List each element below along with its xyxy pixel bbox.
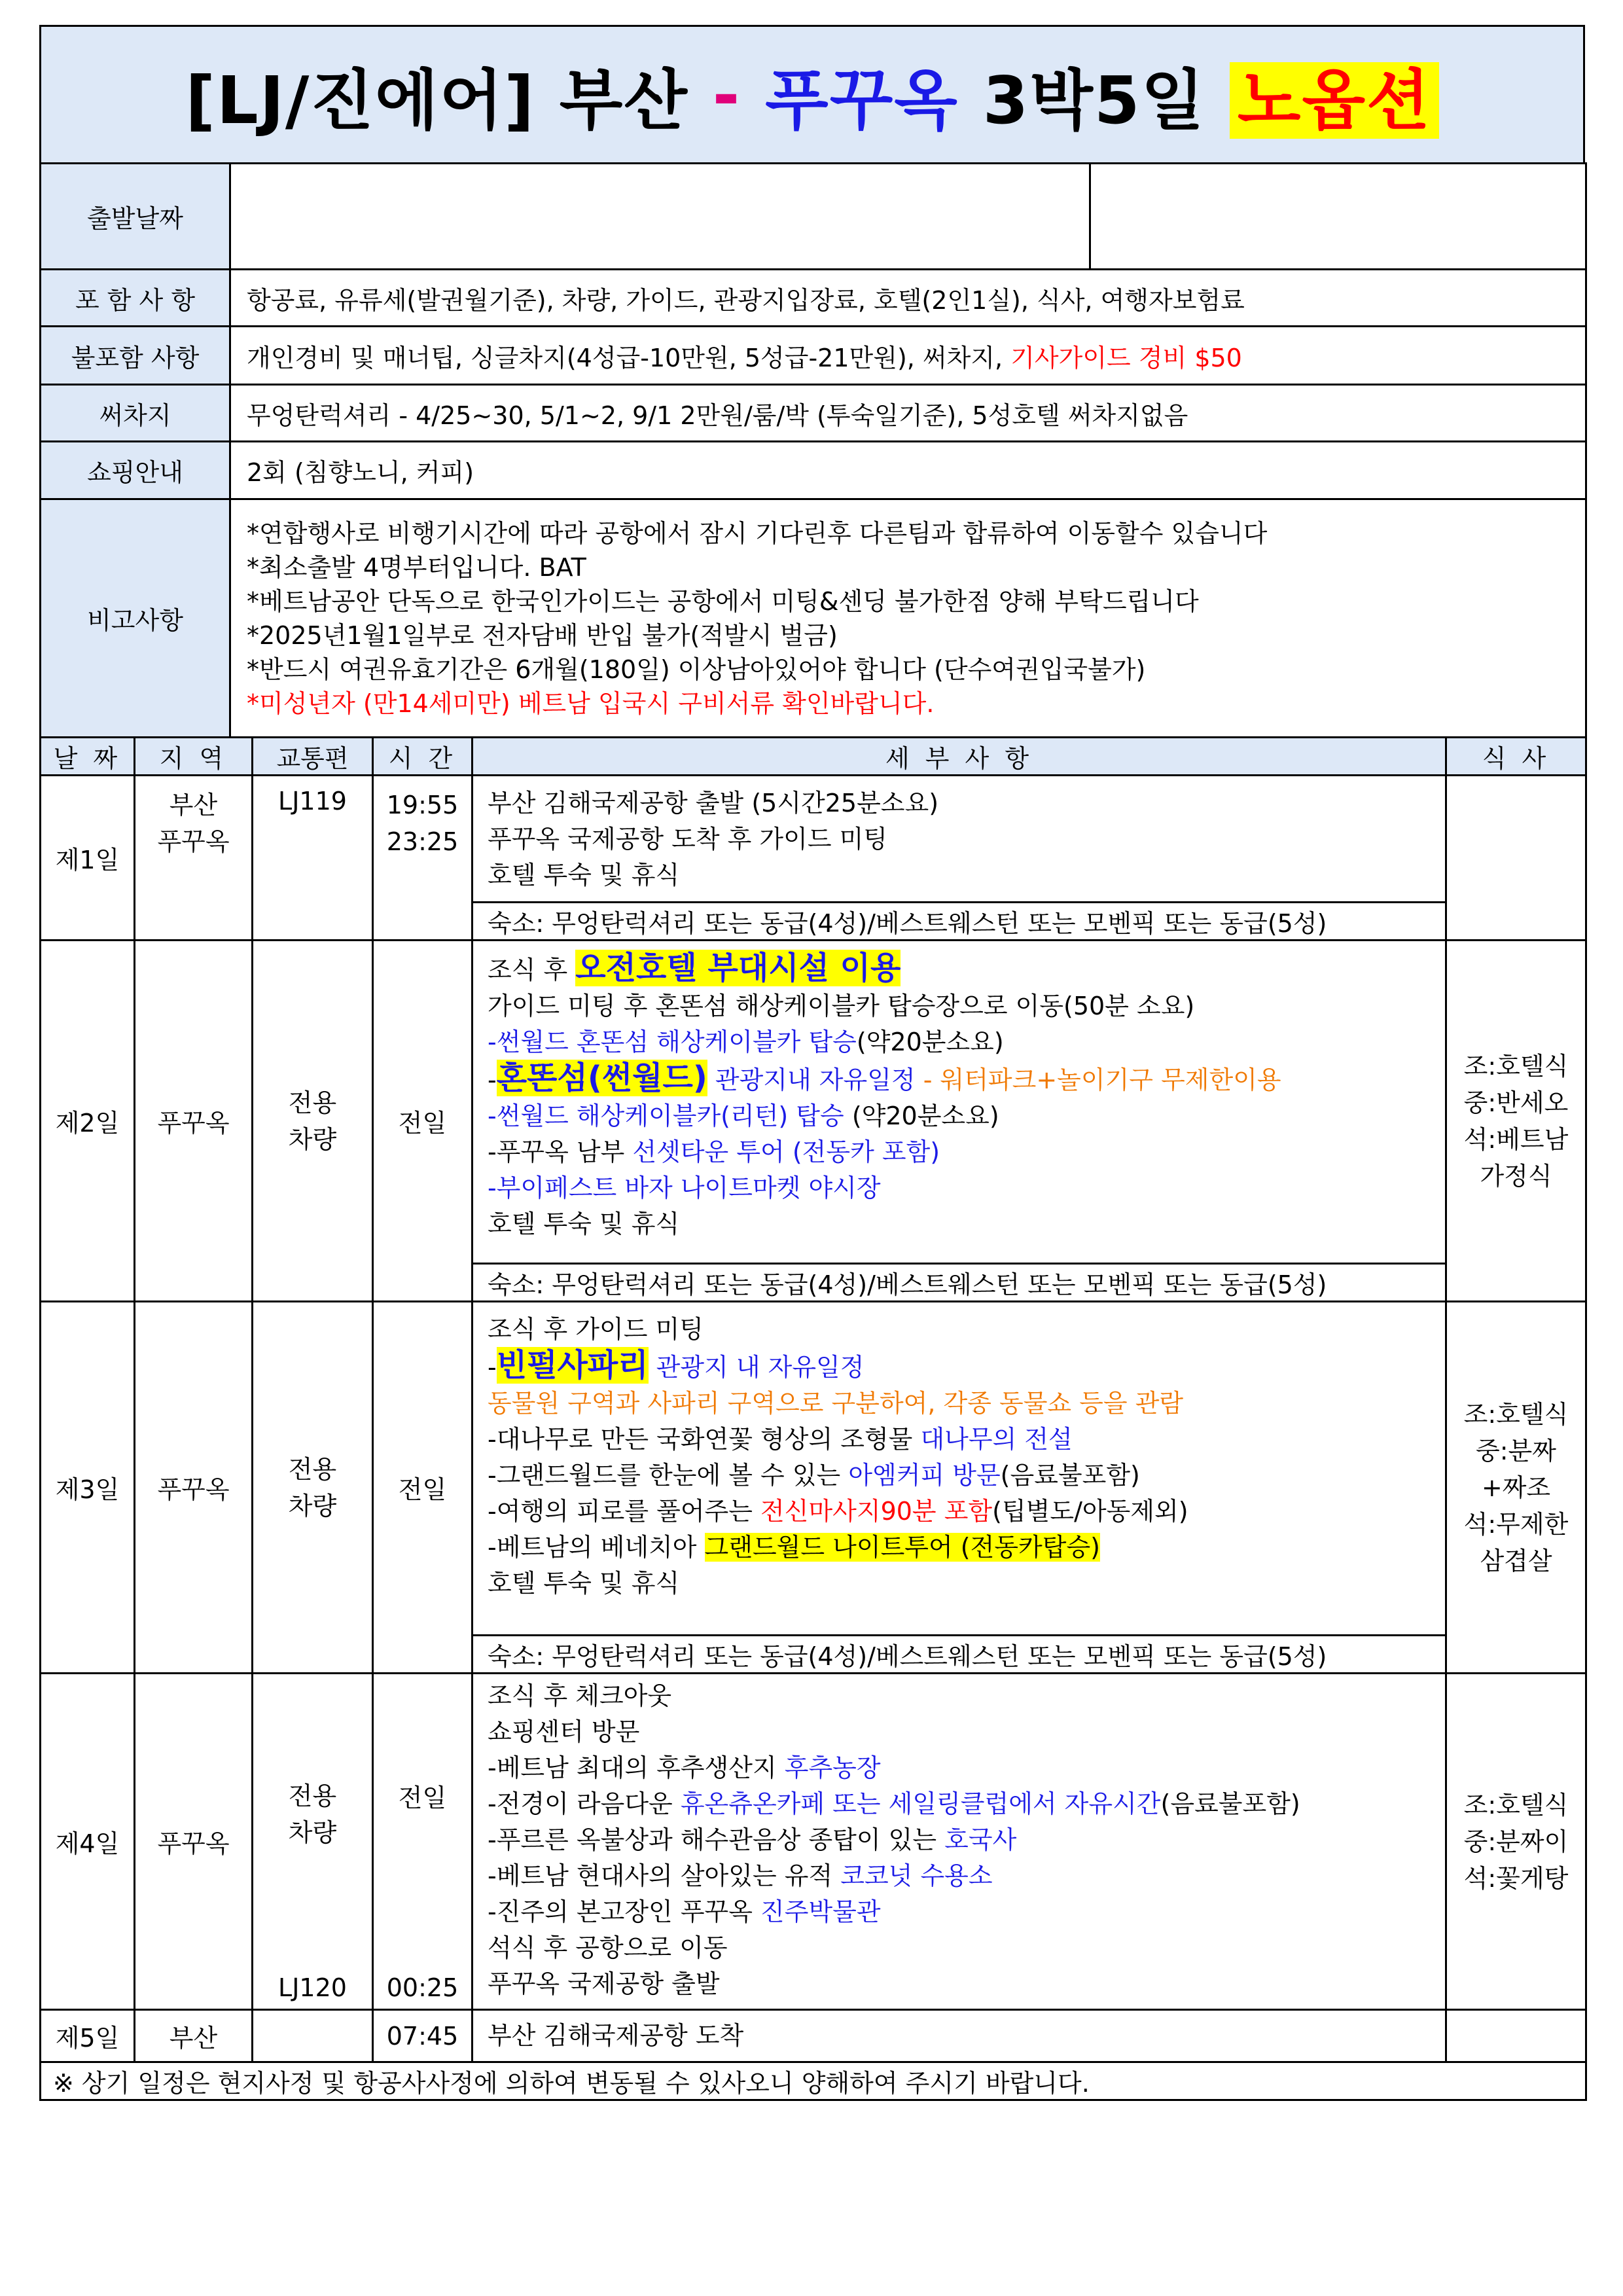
day2-text: -썬월드 해상케이블카(리턴) 탑승 [488, 1102, 844, 1130]
surcharge-value: 무엉탄럭셔리 - 4/25~30, 5/1~2, 9/1 2만원/룸/박 (투숙일기준), 5성호텔 써차지없음 [230, 385, 1586, 442]
footer-row [41, 2062, 1586, 2100]
day1-line: 푸꾸옥 국제공항 도착 후 가이드 미팅 [488, 825, 888, 853]
day4-text: 호국사 [944, 1825, 1017, 1854]
day4-line: 푸꾸옥 국제공항 출발 [488, 1969, 720, 1998]
day3-meal: 중:분짜 [1476, 1436, 1556, 1465]
col-header-transport: 교통편 [253, 738, 373, 776]
day4-row [41, 1674, 1586, 2010]
day4-line: 쇼핑센터 방문 [488, 1717, 640, 1746]
no-option-badge: 노옵션 [1230, 62, 1439, 139]
day2-row [41, 941, 1586, 1264]
col-header-meals: 식 사 [1446, 738, 1586, 776]
day4-meal: 중:분짜이 [1463, 1827, 1569, 1856]
day1-region-from: 부산 [169, 791, 218, 819]
day3-text: -베트남의 베네치아 [488, 1533, 705, 1562]
remark-item: *연합행사로 비행기시간에 따라 공항에서 잠시 기다린후 다른팀과 합류하여 이동할수 있습니다 [247, 518, 1268, 548]
day4-flight: LJ120 [278, 1973, 347, 2002]
day1-label: 제1일 [41, 776, 135, 941]
day2-line: -부이페스트 바자 나이트마켓 야시장 [488, 1174, 881, 1202]
title-table [39, 25, 1585, 164]
departure-date-value-2 [1090, 164, 1586, 270]
departure-label: 출발날짜 [41, 164, 230, 270]
day2-text: -썬월드 혼똔섬 해상케이블카 탑승 [488, 1028, 857, 1056]
remark-item-minor-warning: *미성년자 (만14세미만) 베트남 입국시 구비서류 확인바랍니다. [247, 689, 935, 718]
schedule-header-row [41, 738, 1586, 776]
day4-line [488, 1786, 1431, 1822]
day4-time-depart: 00:25 [386, 1973, 459, 2002]
col-header-date: 날 짜 [41, 738, 135, 776]
day5-meals [1446, 2010, 1586, 2062]
day3-text: (팁별도/아동제외) [992, 1497, 1188, 1526]
day3-line [488, 1422, 1431, 1458]
day1-line: 호텔 투숙 및 휴식 [488, 861, 680, 889]
day3-label: 제3일 [41, 1302, 135, 1674]
day2-details [473, 941, 1446, 1264]
day3-safari-highlight: 빈펄사파리 [496, 1347, 649, 1384]
day3-time: 전일 [373, 1302, 473, 1674]
day2-region: 푸꾸옥 [135, 941, 253, 1302]
day3-text: -그랜드월드를 한눈에 볼 수 있는 [488, 1461, 849, 1490]
col-header-details: 세 부 사 항 [473, 738, 1446, 776]
day2-label: 제2일 [41, 941, 135, 1302]
day4-transport-line: 차량 [288, 1818, 337, 1847]
itinerary-document [39, 25, 1585, 2101]
day4-text: 휴온츄온카페 또는 세일링클럽에서 자유시간 [680, 1789, 1161, 1818]
day4-time [373, 1674, 473, 2010]
day5-details: 부산 김해국제공항 도착 [473, 2010, 1446, 2062]
day3-text: 대나무의 전설 [920, 1425, 1073, 1454]
day3-text: 전신마사지90분 포함 [760, 1497, 993, 1526]
day1-meals [1446, 776, 1586, 941]
day1-arrive-time: 23:25 [386, 827, 459, 856]
title-part1: [LJ/진에어] 부산 [185, 62, 688, 139]
day4-region: 푸꾸옥 [135, 1674, 253, 2010]
day3-text: 관광지 내 자유일정 [648, 1353, 865, 1382]
day1-details [473, 776, 1446, 903]
day3-text: -여행의 피로를 풀어주는 [488, 1497, 761, 1526]
day2-text: (약20분소요) [856, 1028, 1004, 1056]
page-title [41, 26, 1584, 164]
day3-line [488, 1530, 1431, 1566]
day3-transport [253, 1302, 373, 1674]
day3-transport-line: 차량 [288, 1491, 337, 1520]
included-label: 포 함 사 항 [41, 270, 230, 327]
day2-transport-line: 전용 [288, 1088, 337, 1117]
day3-line [488, 1494, 1431, 1530]
day1-lodging: 숙소: 무엉탄럭셔리 또는 동급(4성)/베스트웨스턴 또는 모벤픽 또는 동급(5성) [473, 903, 1446, 941]
day2-time: 전일 [373, 941, 473, 1302]
day2-line [488, 1134, 1431, 1170]
day1-region [135, 776, 253, 941]
day3-text: 아엠커피 방문 [848, 1461, 1001, 1490]
day4-label: 제4일 [41, 1674, 135, 2010]
day3-line [488, 1348, 1431, 1386]
day2-text: 조식 후 [488, 956, 576, 984]
day3-text: (음료불포함) [1000, 1461, 1140, 1490]
excluded-value [230, 327, 1586, 385]
day1-row [41, 776, 1586, 903]
day3-row [41, 1302, 1586, 1636]
remark-item: *2025년1월1일부로 전자담배 반입 불가(적발시 벌금) [247, 620, 838, 650]
schedule-table [39, 736, 1587, 2101]
day5-region: 부산 [135, 2010, 253, 2062]
day4-text: -푸르른 옥불상과 해수관음상 종탑이 있는 [488, 1825, 945, 1854]
day2-line [488, 1098, 1431, 1134]
day2-lodging: 숙소: 무엉탄럭셔리 또는 동급(4성)/베스트웨스턴 또는 모벤픽 또는 동급(5성) [473, 1264, 1446, 1302]
remark-item: *베트남공안 단독으로 한국인가이드는 공항에서 미팅&센딩 불가한점 양해 부탁드립니다 [247, 586, 1199, 616]
day2-meals [1446, 941, 1586, 1302]
day4-line [488, 1822, 1431, 1858]
day2-meal: 석:베트남 [1463, 1124, 1569, 1154]
departure-date-value [230, 164, 1090, 270]
day2-hontom-highlight: 혼똔섬(썬월드) [496, 1060, 707, 1096]
excluded-label: 불포함 사항 [41, 327, 230, 385]
day4-text: 코코넛 수용소 [840, 1861, 993, 1890]
day2-text: - 워터파크+놀이기구 무제한이용 [923, 1066, 1281, 1094]
day3-meal: +짜조 [1481, 1473, 1551, 1502]
day3-night-tour-highlight: 그랜드월드 나이트투어 (전동카탑승) [704, 1533, 1100, 1562]
day5-row [41, 2010, 1586, 2062]
day3-lodging: 숙소: 무엉탄럭셔리 또는 동급(4성)/베스트웨스턴 또는 모벤픽 또는 동급(5성) [473, 1636, 1446, 1674]
day4-text: 진주박물관 [760, 1897, 881, 1926]
day3-line [488, 1458, 1431, 1494]
day4-text: -진주의 본고장인 푸꾸옥 [488, 1897, 761, 1926]
remark-item: *최소출발 4명부터입니다. BAT [247, 552, 586, 582]
day3-line: 동물원 구역과 사파리 구역으로 구분하여, 각종 동물쇼 등을 관람 [488, 1389, 1184, 1418]
excluded-text: 개인경비 및 매너팁, 싱글차지(4성급-10만원, 5성급-21만원), 써차지, [247, 343, 1011, 372]
day2-hotel-facility-highlight: 오전호텔 부대시설 이용 [575, 950, 901, 986]
day1-line: 부산 김해국제공항 출발 (5시간25분소요) [488, 789, 939, 817]
day4-text: -베트남 현대사의 살아있는 유적 [488, 1861, 841, 1890]
day3-region: 푸꾸옥 [135, 1302, 253, 1674]
day2-text: - [488, 1066, 497, 1094]
day2-transport-line: 차량 [288, 1124, 337, 1154]
day3-line: 조식 후 가이드 미팅 [488, 1315, 704, 1344]
day3-text: - [488, 1353, 497, 1382]
included-value: 항공료, 유류세(발권월기준), 차량, 가이드, 관광지입장료, 호텔(2인1실), 식사, 여행자보험료 [230, 270, 1586, 327]
title-destination: 푸꾸옥 [765, 62, 959, 139]
day4-meals [1446, 1674, 1586, 2010]
guide-fee-text: 기사가이드 경비 $50 [1010, 343, 1242, 372]
info-table [39, 162, 1587, 738]
day1-region-to: 푸꾸옥 [157, 827, 230, 856]
day2-line: 호텔 투숙 및 휴식 [488, 1210, 680, 1238]
day4-transport-line: 전용 [288, 1782, 337, 1810]
shopping-label: 쇼핑안내 [41, 442, 230, 499]
day2-line [488, 950, 1431, 988]
day1-times [373, 776, 473, 941]
day4-line [488, 1750, 1431, 1786]
day2-line [488, 1024, 1431, 1060]
day2-line [488, 1060, 1431, 1098]
day4-line: 석식 후 공항으로 이동 [488, 1933, 728, 1962]
day4-line [488, 1858, 1431, 1894]
col-header-region: 지 역 [135, 738, 253, 776]
day4-text: -전경이 라음다운 [488, 1789, 681, 1818]
day3-transport-line: 전용 [288, 1454, 337, 1484]
day3-meal: 삼겹살 [1480, 1546, 1552, 1575]
title-duration: 3박5일 [958, 62, 1230, 139]
day2-text: 선셋타운 투어 (전동카 포함) [632, 1138, 940, 1166]
day4-line: 조식 후 체크아웃 [488, 1681, 672, 1710]
day5-label: 제5일 [41, 2010, 135, 2062]
day4-transport [253, 1674, 373, 2010]
day3-text: -대나무로 만든 국화연꽃 형상의 조형물 [488, 1425, 921, 1454]
day3-meals [1446, 1302, 1586, 1674]
day2-meal: 중:반세오 [1463, 1088, 1569, 1117]
day2-transport [253, 941, 373, 1302]
day1-depart-time: 19:55 [386, 791, 459, 819]
day1-transport: LJ119 [253, 776, 373, 941]
remarks-label: 비고사항 [41, 499, 230, 738]
footer-notice: ※ 상기 일정은 현지사정 및 항공사사정에 의하여 변동될 수 있사오니 양해하여 주시기 바랍니다. [41, 2062, 1586, 2100]
day4-meal: 조:호텔식 [1463, 1790, 1569, 1820]
day4-text: -베트남 최대의 후추생산지 [488, 1753, 785, 1782]
day4-line [488, 1894, 1431, 1930]
remarks-list [230, 499, 1586, 738]
col-header-time: 시 간 [373, 738, 473, 776]
day4-transport-vehicle [253, 1778, 372, 1851]
title-dash: - [688, 56, 766, 133]
day3-line: 호텔 투숙 및 휴식 [488, 1569, 680, 1598]
day4-time-allday: 전일 [398, 1784, 447, 1812]
day5-transport [253, 2010, 373, 2062]
day2-text: -푸꾸옥 남부 [488, 1138, 633, 1166]
day4-text: (음료불포함) [1160, 1789, 1300, 1818]
day2-meal: 조:호텔식 [1463, 1051, 1569, 1081]
day4-details [473, 1674, 1446, 2010]
day2-line: 가이드 미팅 후 혼똔섬 해상케이블카 탑승장으로 이동(50분 소요) [488, 992, 1195, 1020]
day2-text: (약20분소요) [844, 1102, 999, 1130]
day4-text: 후추농장 [784, 1753, 881, 1782]
remark-item: *반드시 여권유효기간은 6개월(180일) 이상남아있어야 합니다 (단수여권입국불가) [247, 655, 1146, 684]
day3-meal: 조:호텔식 [1463, 1399, 1569, 1429]
day3-details [473, 1302, 1446, 1636]
surcharge-label: 써차지 [41, 385, 230, 442]
day2-text: 관광지내 자유일정 [707, 1066, 923, 1094]
day2-meal: 가정식 [1480, 1161, 1552, 1191]
day4-meal: 석:꽃게탕 [1463, 1863, 1569, 1893]
day5-time: 07:45 [373, 2010, 473, 2062]
shopping-value: 2회 (침향노니, 커피) [230, 442, 1586, 499]
day3-meal: 석:무제한 [1463, 1509, 1569, 1539]
